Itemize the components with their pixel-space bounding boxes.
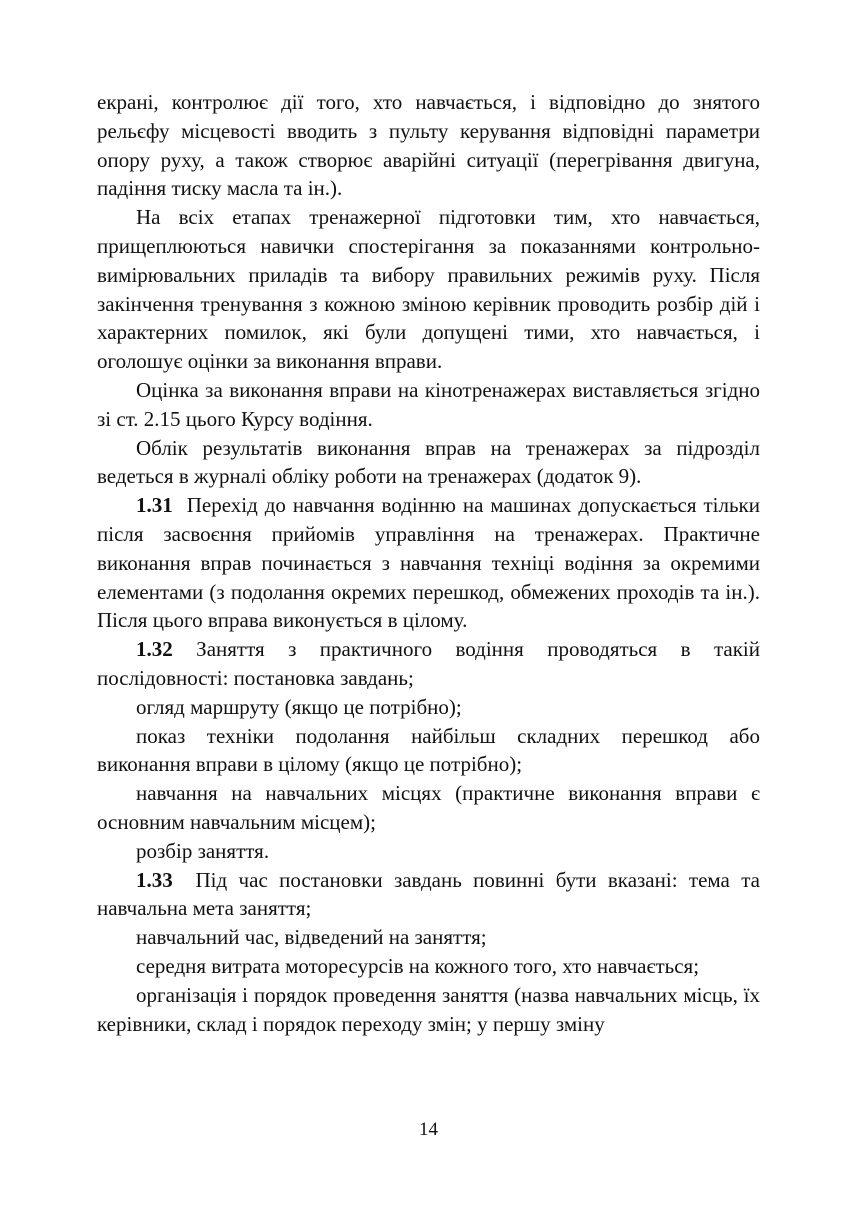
clause-number: 1.31 [136, 493, 173, 518]
list-item: навчання на навчальних місцях (практичне виконання вправи є основним навчальним місцем); [97, 781, 760, 834]
list-item: розбір заняття. [136, 838, 270, 863]
numbered-paragraph: 1.33 Під час постановки завдань повинні бути вказані: тема та навчальна мета заняття; [97, 867, 761, 921]
paragraph: Облік результатів виконання вправ на тренажерах за підрозділ ведеться в журналі обліку роботи на тренажерах (додаток 9). [97, 435, 760, 489]
page-number: 14 [419, 1119, 438, 1140]
numbered-paragraph: 1.32 Заняття з практичного водіння проводяться в такій послідовності: постановка завдань; [97, 637, 761, 690]
clause-number: 1.33 [136, 867, 173, 892]
paragraph: На всіх етапах тренажерної підготовки тим, хто навчається, прищеплюються навички спостерігання за показаннями контрольно-вимірювальних приладів та вибору правильних режимів руху. Після закінчення тренування з кожною зміною керівник проводить розбір дій і характерних помилок, які були допущені тими, хто навчається, і оголошує оцінки за виконання вправи. [97, 205, 760, 374]
list-item: організація і порядок проведення заняття (назва навчальних місць, їх керівники, склад і порядок переходу змін; у першу зміну [97, 982, 760, 1036]
paragraph: Оцінка за виконання вправи на кінотренажерах виставляється згідно зі ст. 2.15 цього Курсу водіння. [97, 377, 760, 431]
document-body [97, 88, 760, 1038]
paragraph-continuation: екрані, контролює дії того, хто навчається, і відповідно до знятого рельєфу місцевості вводить з пульту керування відповідні параметри опору руху, а також створює аварійні ситуації (перегрівання двигуна, падіння тиску масла та ін.). [97, 90, 760, 201]
list-item: навчальний час, відведений на заняття; [136, 925, 487, 950]
list-item: огляд маршруту (якщо це потрібно); [136, 694, 462, 719]
clause-number: 1.32 [136, 637, 173, 662]
list-item: показ техніки подолання найбільш складних перешкод або виконання вправи в цілому (якщо це потрібно); [97, 723, 760, 777]
numbered-paragraph: 1.31 Перехід до навчання водінню на машинах допускається тільки після засвоєння прийомів управління на тренажерах. Практичне виконання вправ починається з навчання техніці водіння за окремими елементами (з подолання окремих перешкод, обмежених проходів та ін.). Після цього вправа виконується в цілому. [97, 493, 760, 633]
list-item: середня витрата моторесурсів на кожного того, хто навчається; [136, 953, 700, 978]
